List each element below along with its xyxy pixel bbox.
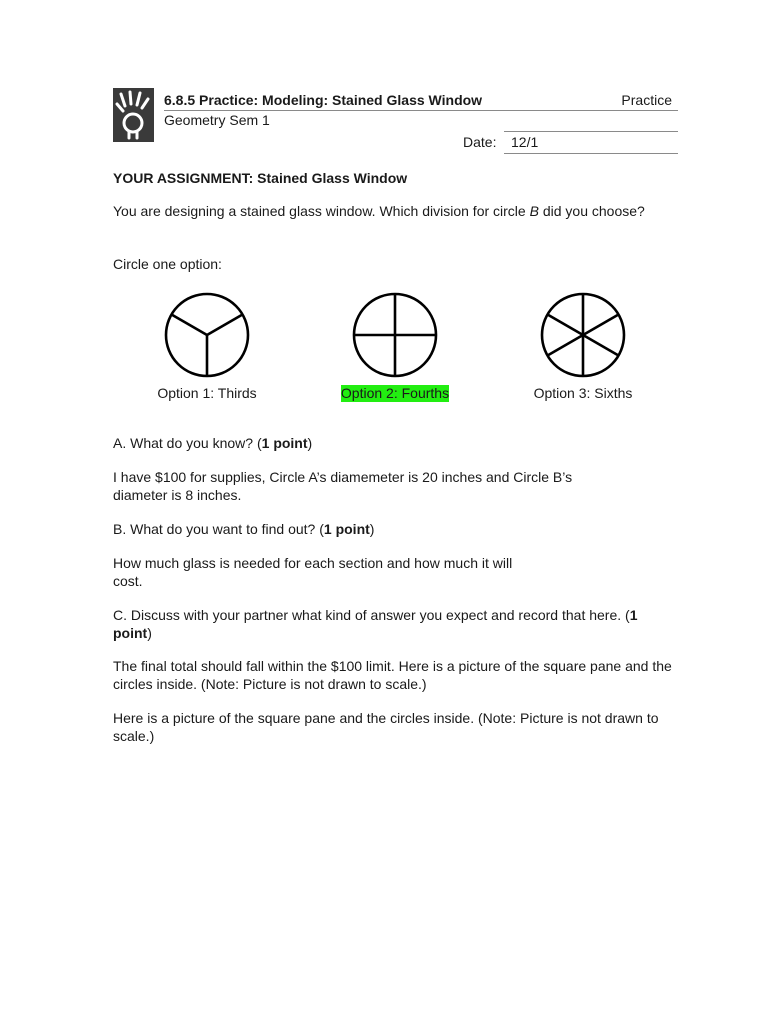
option-2-label: Option 2: Fourths (340, 385, 450, 401)
section-c-answer: The final total should fall within the $100 limit. Here is a picture of the square pane and the circles inside. (Note: Picture is not drawn to scale.) (113, 658, 672, 692)
assignment-question: You are designing a stained glass window. Which division for circle B did you choose? (113, 203, 645, 219)
option-1-label: Option 1: Thirds (157, 385, 257, 401)
circle-fourths-icon (350, 290, 440, 380)
section-a-answer: I have $100 for supplies, Circle A’s diamemeter is 20 inches and Circle B’s diameter is 8 inches. (113, 469, 573, 503)
section-b-answer: How much glass is needed for each section and how much it will cost. (113, 555, 513, 589)
circle-thirds-icon (162, 290, 252, 380)
option-fourths[interactable] (305, 290, 485, 403)
date-label: Date: (463, 134, 497, 150)
sun-bulb-logo-icon (113, 88, 154, 142)
date-value: 12/1 (511, 134, 539, 150)
circle-sixths-icon (538, 290, 628, 380)
instruction-text: Circle one option: (113, 256, 222, 272)
header-divider (504, 131, 678, 132)
option-thirds[interactable] (117, 290, 297, 403)
section-c-question: C. Discuss with your partner what kind of answer you expect and record that here. (1 point) (113, 607, 638, 641)
date-field[interactable] (504, 134, 678, 154)
division-options (113, 290, 673, 410)
section-b-question: B. What do you want to find out? (1 point) (113, 521, 375, 537)
worksheet-title: 6.8.5 Practice: Modeling: Stained Glass Window (164, 92, 483, 108)
section-a-question: A. What do you know? (1 point) (113, 435, 313, 451)
assignment-heading: YOUR ASSIGNMENT: Stained Glass Window (113, 170, 408, 186)
option-3-label: Option 3: Sixths (533, 385, 633, 401)
header-title-row (164, 92, 678, 111)
picture-note: Here is a picture of the square pane and the circles inside. (Note: Picture is not drawn to scale.) (113, 710, 659, 744)
course-name: Geometry Sem 1 (164, 112, 270, 128)
worksheet-type: Practice (621, 92, 672, 108)
option-sixths[interactable] (493, 290, 673, 403)
